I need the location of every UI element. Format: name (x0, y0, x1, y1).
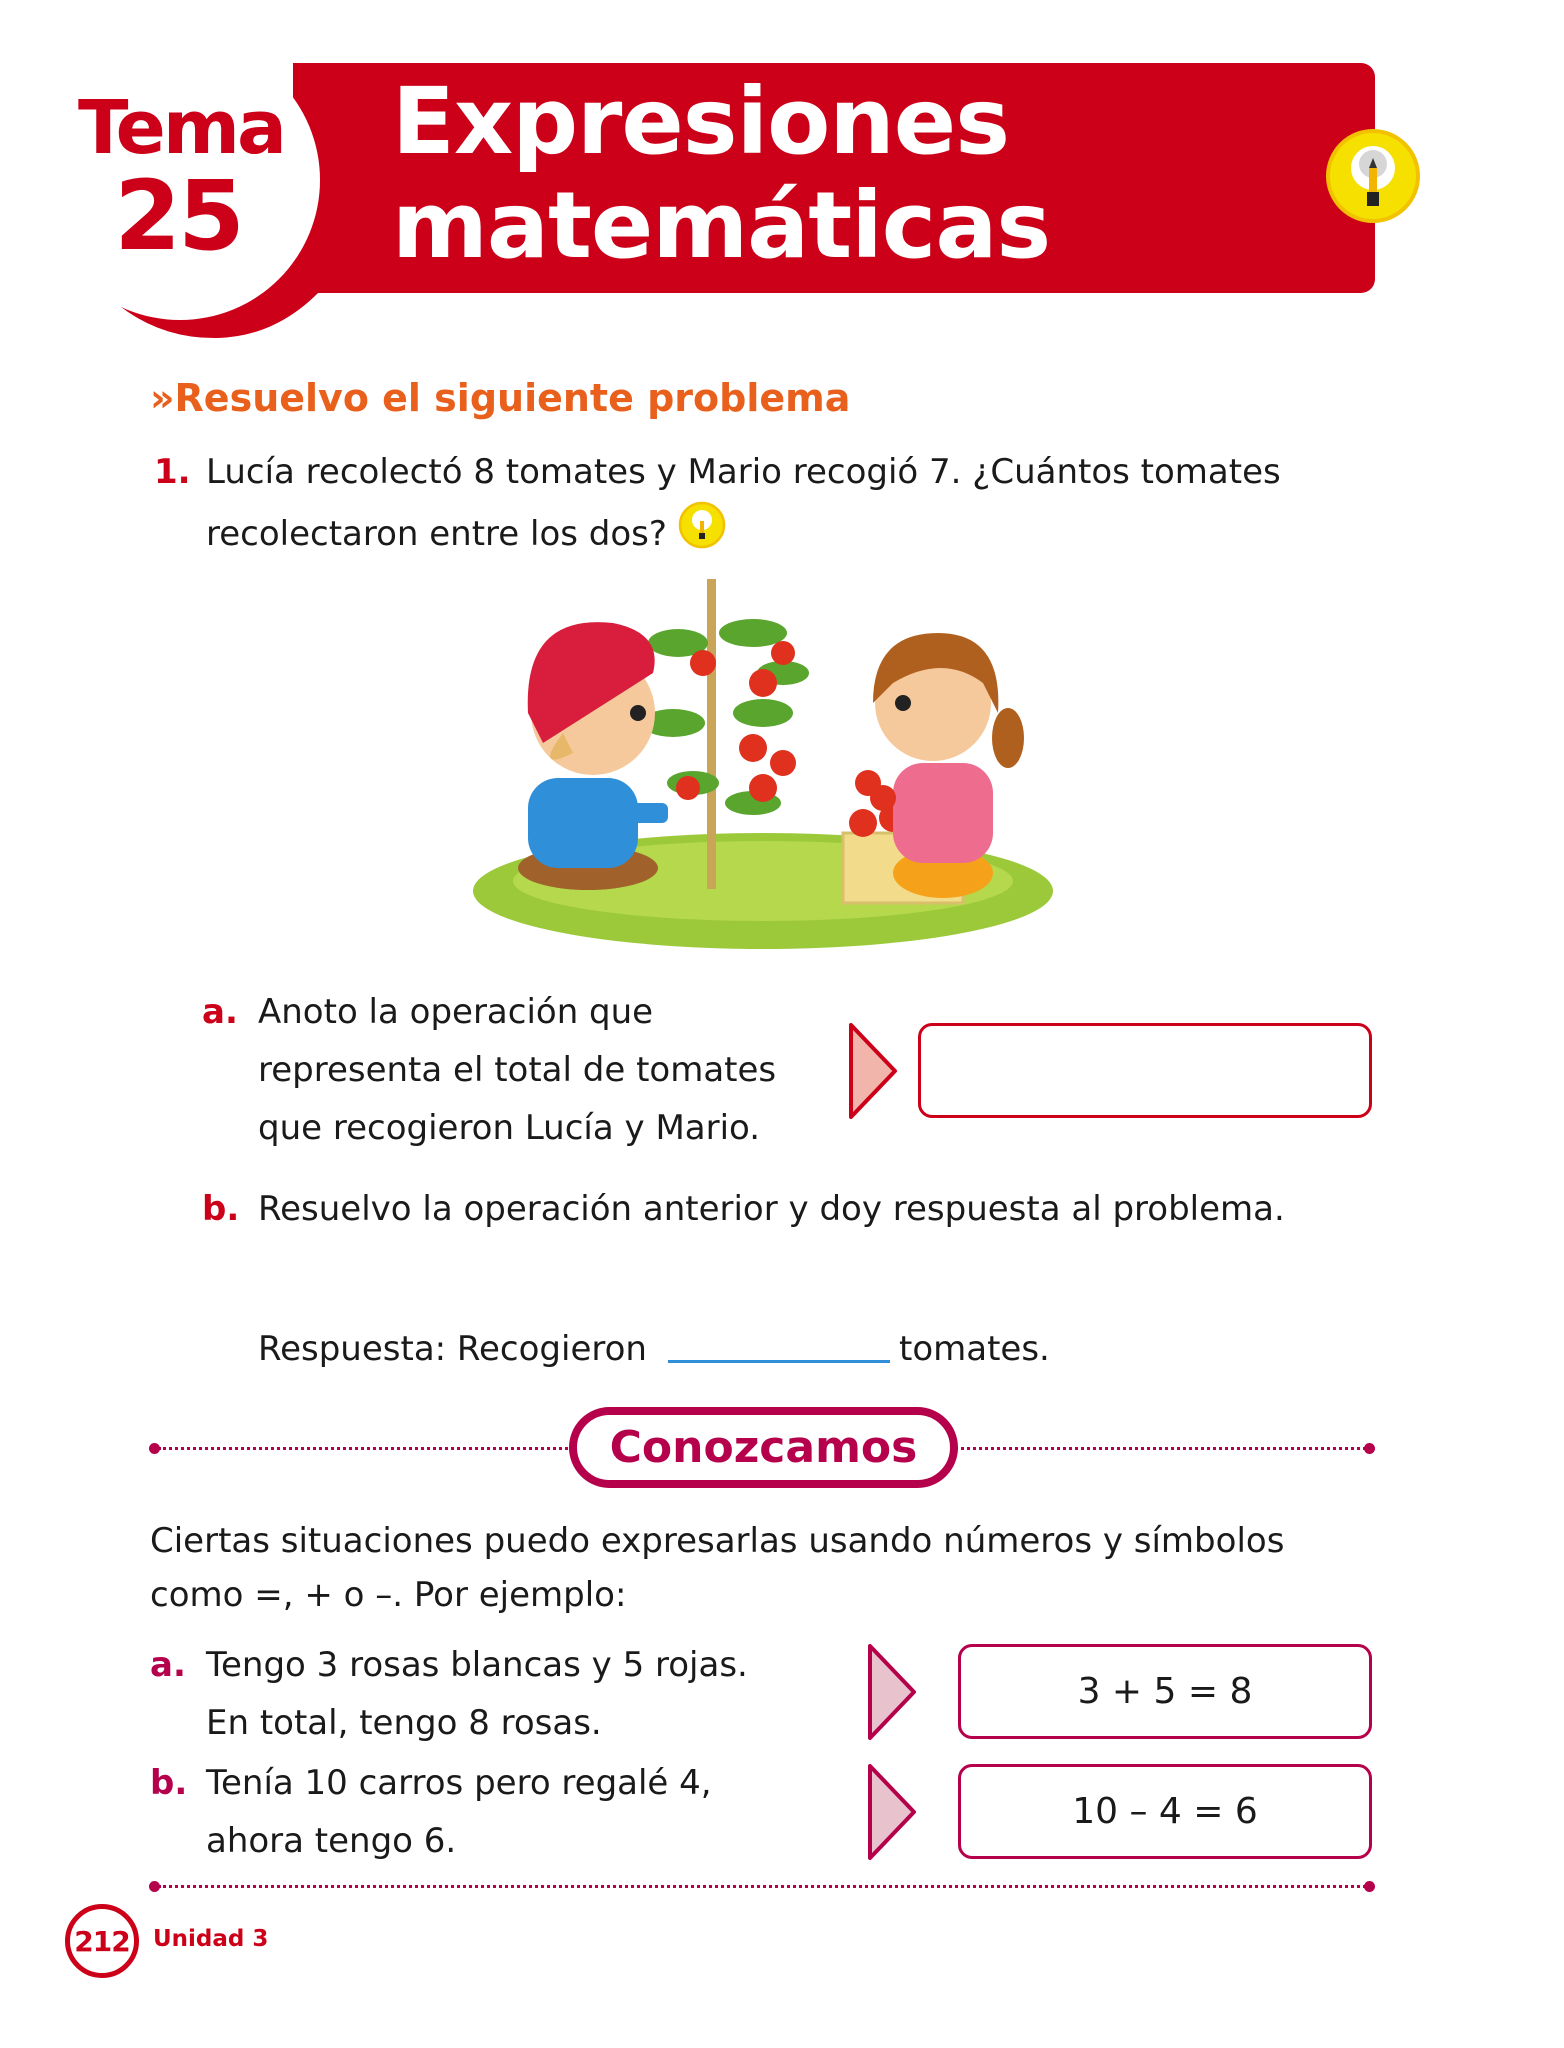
tema-number: 25 (114, 160, 242, 272)
page-margin (0, 0, 58, 400)
page-number: 212 (65, 1904, 139, 1978)
item-a-line-2: representa el total de tomates (258, 1050, 777, 1090)
item-b-text: Resuelvo la operación anterior y doy respuesta al problema. (258, 1189, 1285, 1229)
arrow-pointer-icon (845, 1021, 901, 1121)
example-b-expression: 10 – 4 = 6 (1072, 1791, 1258, 1832)
unit-label: Unidad 3 (153, 1926, 269, 1952)
title-line-2: matemáticas (392, 172, 1051, 279)
arrow-pointer-icon (864, 1642, 920, 1742)
question-line-2 (206, 501, 1281, 563)
operation-answer-box[interactable] (918, 1023, 1372, 1118)
example-b-label: b. (150, 1763, 188, 1803)
answer-prefix: Respuesta: Recogieron (258, 1329, 647, 1369)
tema-badge (78, 85, 284, 272)
problem-number: 1. (154, 452, 191, 492)
example-a-line-2: En total, tengo 8 rosas. (206, 1703, 602, 1743)
question-line-1: Lucía recolectó 8 tomates y Mario recogió 7. ¿Cuántos tomates (206, 452, 1281, 492)
example-a-expression: 3 + 5 = 8 (1077, 1671, 1253, 1712)
item-a-label: a. (202, 992, 238, 1032)
arrow-pointer-icon (864, 1762, 920, 1862)
section-divider-bottom (158, 1885, 1366, 1888)
conozcamos-intro (150, 1514, 1284, 1622)
example-b-expression-box (958, 1764, 1372, 1859)
problem-question (206, 443, 1281, 563)
section-heading: »Resuelvo el siguiente problema (150, 376, 851, 420)
item-a-line-3: que recogieron Lucía y Mario. (258, 1108, 761, 1148)
answer-suffix: tomates. (899, 1329, 1050, 1369)
item-a-line-1: Anoto la operación que (258, 992, 654, 1032)
example-a-expression-box (958, 1644, 1372, 1739)
title-line-1: Expresiones (392, 68, 1009, 175)
tema-label: Tema (78, 85, 284, 171)
divider-dot-right (1364, 1881, 1375, 1892)
example-b-text (206, 1754, 712, 1870)
item-a-text (258, 983, 776, 1157)
example-a-text (206, 1636, 748, 1752)
page-title (392, 70, 1050, 278)
example-b-line-1: Tenía 10 carros pero regalé 4, (206, 1763, 712, 1803)
answer-blank[interactable] (668, 1360, 890, 1363)
intro-line-2: como =, + o –. Por ejemplo: (150, 1575, 627, 1615)
example-a-line-1: Tengo 3 rosas blancas y 5 rojas. (206, 1645, 748, 1685)
tomato-harvest-illustration (463, 573, 1063, 953)
item-b-label: b. (202, 1189, 240, 1229)
conozcamos-title: Conozcamos (569, 1407, 958, 1488)
intro-line-1: Ciertas situaciones puedo expresarlas usando números y símbolos (150, 1521, 1285, 1561)
example-b-line-2: ahora tengo 6. (206, 1821, 457, 1861)
divider-dot-right (1364, 1443, 1375, 1454)
lightbulb-pencil-icon (1325, 128, 1421, 224)
lightbulb-hint-icon (678, 501, 726, 549)
question-text: recolectaron entre los dos? (206, 514, 667, 554)
example-a-label: a. (150, 1645, 186, 1685)
